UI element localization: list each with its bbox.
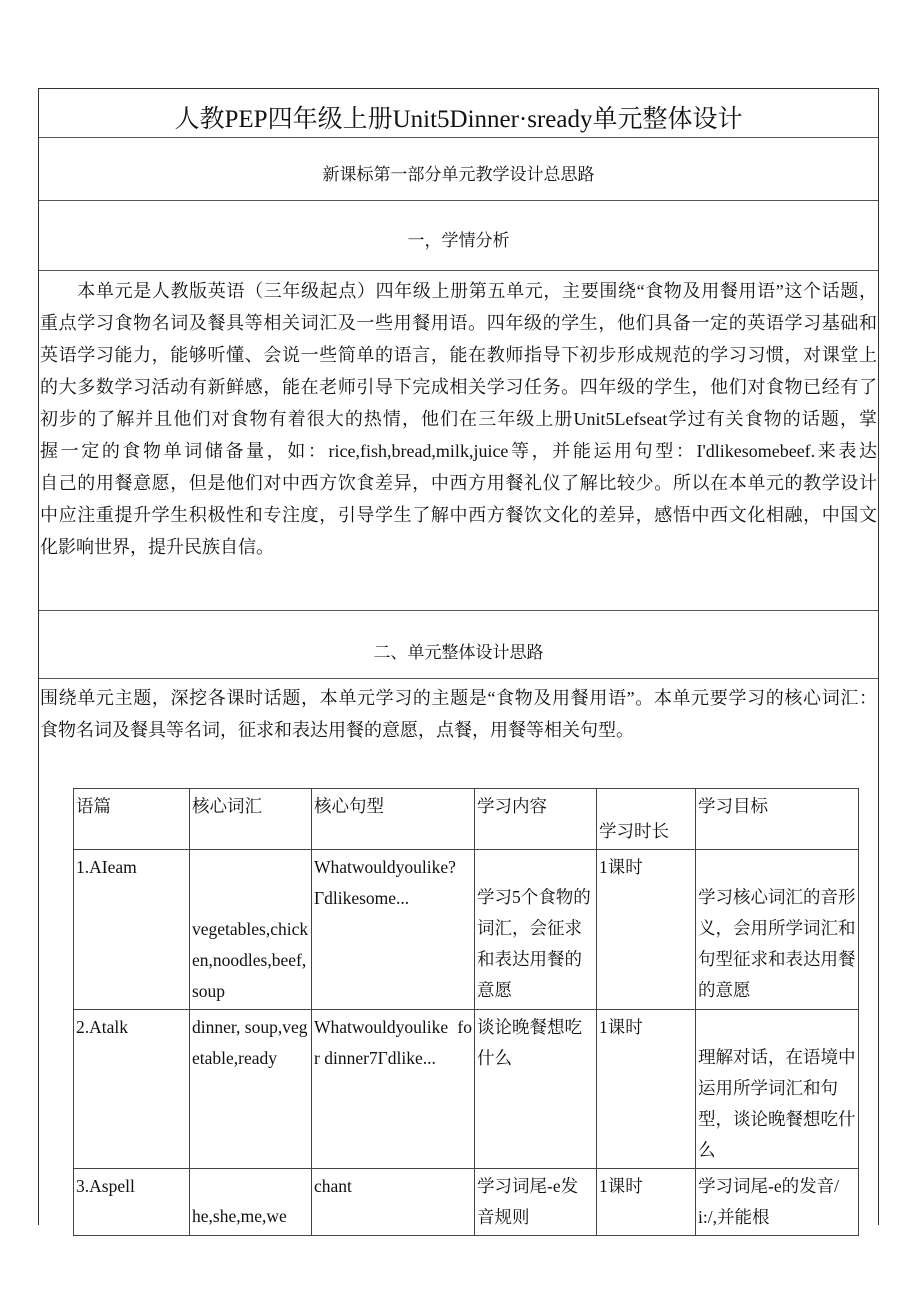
divider <box>39 610 878 611</box>
header-cell: 语篇 <box>74 789 190 850</box>
section-part-heading: 新课标第一部分单元教学设计总思路 <box>322 165 595 184</box>
design-idea-paragraph <box>39 682 878 746</box>
table-header-row <box>74 789 859 850</box>
paragraph-line: 的大多数学习活动有新鲜感，能在老师引导下完成相关学习任务。四年级的学生，他们对食物已经有了 <box>40 377 877 397</box>
paragraph-line: 本单元是人教版英语（三年级起点）四年级上册第五单元，主要围绕“食物及用餐用语”这个话题， <box>40 281 877 301</box>
cell-duration: 1课时 <box>597 1169 696 1236</box>
section2-heading: 二、单元整体设计思路 <box>373 643 544 662</box>
cell-vocab: vegetables,chicken,noodles,beef,soup <box>190 850 312 1010</box>
cell-vocab: dinner, soup,vegetable,ready <box>190 1010 312 1169</box>
cell-sentence: chant <box>312 1169 475 1236</box>
section1-heading: 一，学情分析 <box>407 231 510 250</box>
table-row <box>74 1010 859 1169</box>
paragraph-line: 自己的用餐意愿，但是他们对中西方饮食差异，中西方用餐礼仪了解比较少。所以在本单元的教学设计 <box>40 473 877 493</box>
table-row <box>74 850 859 1010</box>
cell-content: 学习5个食物的词汇，会征求和表达用餐的意愿 <box>475 850 597 1010</box>
paragraph-line: 化影响世界，提升民族自信。 <box>40 537 274 557</box>
header-cell: 学习内容 <box>475 789 597 850</box>
cell-text: 3.Aspell <box>74 1169 190 1236</box>
header-cell: 学习时长 <box>597 789 696 850</box>
paragraph-line: 食物名词及餐具等名词，征求和表达用餐的意愿，点餐，用餐等相关句型。 <box>40 720 634 740</box>
cell-duration: 1课时 <box>597 850 696 1010</box>
header-cell: 学习目标 <box>696 789 859 850</box>
paragraph-line: 重点学习食物名词及餐具等相关词汇及一些用餐用语。四年级的学生，他们具备一定的英语学习基础和 <box>40 313 877 333</box>
unit-plan-table <box>73 788 859 1236</box>
paragraph-line: 围绕单元主题，深挖各课时话题，本单元学习的主题是“食物及用餐用语”。本单元要学习的核心词汇： <box>40 688 877 708</box>
header-cell: 核心句型 <box>312 789 475 850</box>
cell-content: 谈论晚餐想吃什么 <box>475 1010 597 1169</box>
cell-goal: 学习核心词汇的音形义，会用所学词汇和句型征求和表达用餐的意愿 <box>696 850 859 1010</box>
divider <box>39 200 878 201</box>
document-title: 人教PEP四年级上册Unit5Dinner·sready单元整体设计 <box>174 106 743 133</box>
cell-sentence: Whatwouldyoulike for dinner7Γdlike... <box>312 1010 475 1169</box>
table-row <box>74 1169 859 1236</box>
divider <box>39 270 878 271</box>
cell-goal: 理解对话，在语境中运用所学词汇和句型，谈论晚餐想吃什么 <box>696 1010 859 1169</box>
divider <box>39 137 878 138</box>
divider <box>39 678 878 679</box>
cell-duration: 1课时 <box>597 1010 696 1169</box>
paragraph-line: 英语学习能力，能够听懂、会说一些简单的语言，能在教师指导下初步形成规范的学习习惯，对课堂上 <box>40 345 877 365</box>
paragraph-line: 握一定的食物单词储备量，如：rice,fish,bread,milk,juice等，并能运用句型：I'dlikesomebeef.来表达 <box>40 441 877 461</box>
document-frame <box>38 88 879 1225</box>
cell-vocab: he,she,me,we <box>190 1169 312 1236</box>
cell-sentence: Whatwouldyoulike? Γdlikesome... <box>312 850 475 1010</box>
paragraph-line: 中应注重提升学生积极性和专注度，引导学生了解中西方餐饮文化的差异，感悟中西文化相融，中国文 <box>40 505 877 525</box>
cell-content: 学习词尾-e发音规则 <box>475 1169 597 1236</box>
paragraph-line: 初步的了解并且他们对食物有着很大的热情，他们在三年级上册Unit5Lefseat学过有关食物的话题，掌 <box>40 409 877 429</box>
header-cell: 核心词汇 <box>190 789 312 850</box>
cell-text: 2.Atalk <box>74 1010 190 1169</box>
cell-text: 1.AIeam <box>74 850 190 1010</box>
learner-analysis-paragraph <box>39 275 878 563</box>
cell-goal: 学习词尾-e的发音/i:/,并能根 <box>696 1169 859 1236</box>
